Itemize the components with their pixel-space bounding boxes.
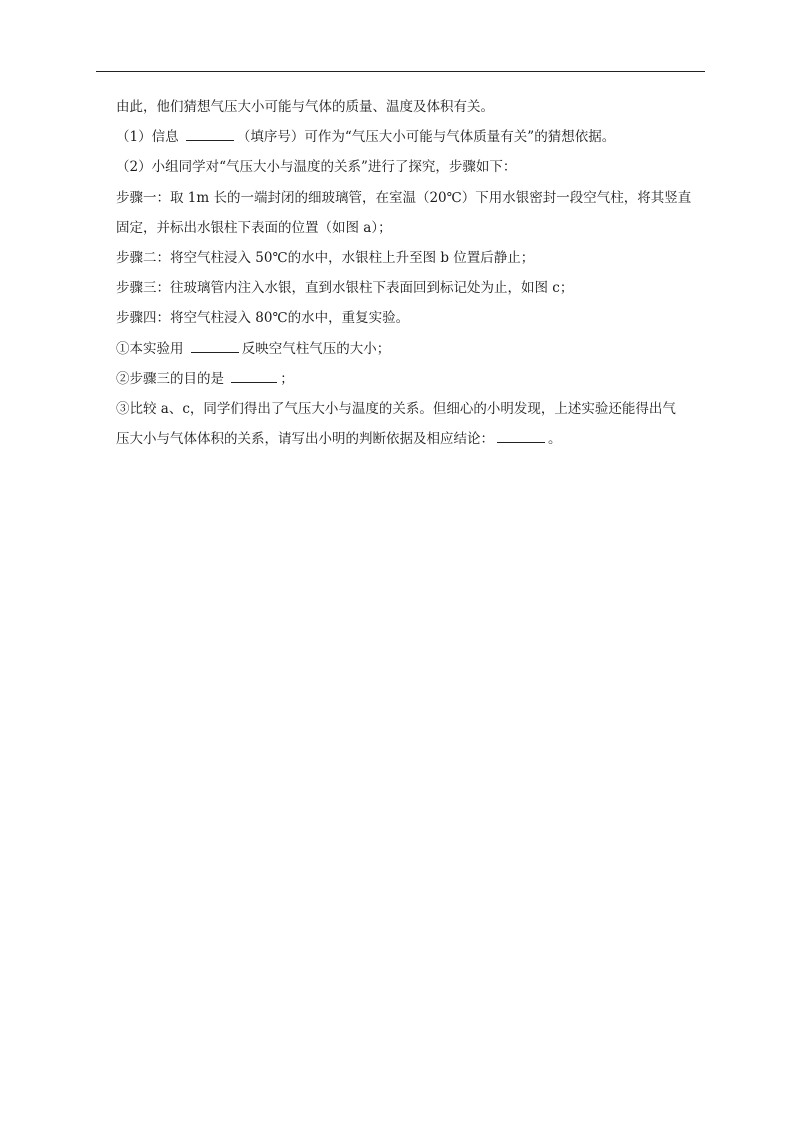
text-segment: 反映空气柱气压的大小； bbox=[241, 340, 391, 357]
text-segment: （填序号）可作为“气压大小可能与气体质量有关”的猜想依据。 bbox=[236, 129, 616, 146]
step-3-line: 步骤三：往玻璃管内注入水银，直到水银柱下表面回到标记处为止，如图 c； bbox=[116, 280, 574, 297]
header-rule bbox=[96, 71, 705, 72]
answer-blank bbox=[186, 128, 234, 141]
text-segment: ②步骤三的目的是 bbox=[116, 370, 229, 387]
question-1-line bbox=[116, 122, 710, 152]
text-segment: ； bbox=[280, 370, 294, 387]
answer-blank bbox=[231, 370, 277, 383]
text-line: 由此，他们猜想气压大小可能与气体的质量、温度及体积有关。 bbox=[116, 99, 494, 115]
answer-blank bbox=[497, 430, 545, 443]
answer-blank bbox=[191, 340, 239, 353]
text-line: 固定，并标出水银柱下表面的位置（如图 a）； bbox=[116, 219, 392, 236]
text-segment: 压大小与气体体积的关系，请写出小明的判断依据及相应结论： bbox=[116, 431, 494, 448]
sub-question-2-line bbox=[116, 364, 710, 394]
text-segment: （1）信息 bbox=[116, 129, 183, 146]
step-4-line: 步骤四：将空气柱浸入 80℃的水中，重复实验。 bbox=[116, 310, 410, 327]
question-body bbox=[116, 92, 710, 454]
step-2-line: 步骤二：将空气柱浸入 50℃的水中，水银柱上升至图 b 位置后静止； bbox=[116, 250, 535, 267]
sub-question-1-line bbox=[116, 334, 710, 364]
sub-question-3-line: ③比较 a、c，同学们得出了气压大小与温度的关系。但细心的小明发现，上述实验还能得出气 bbox=[116, 401, 676, 418]
text-line bbox=[116, 424, 710, 454]
text-segment: 。 bbox=[548, 431, 562, 448]
step-1-line: 步骤一：取 1m 长的一端封闭的细玻璃管，在室温（20℃）下用水银密封一段空气柱，将其竖直 bbox=[116, 189, 692, 206]
text-line: （2）小组同学对“气压大小与温度的关系”进行了探究，步骤如下： bbox=[116, 159, 517, 176]
text-segment: ①本实验用 bbox=[116, 340, 188, 357]
